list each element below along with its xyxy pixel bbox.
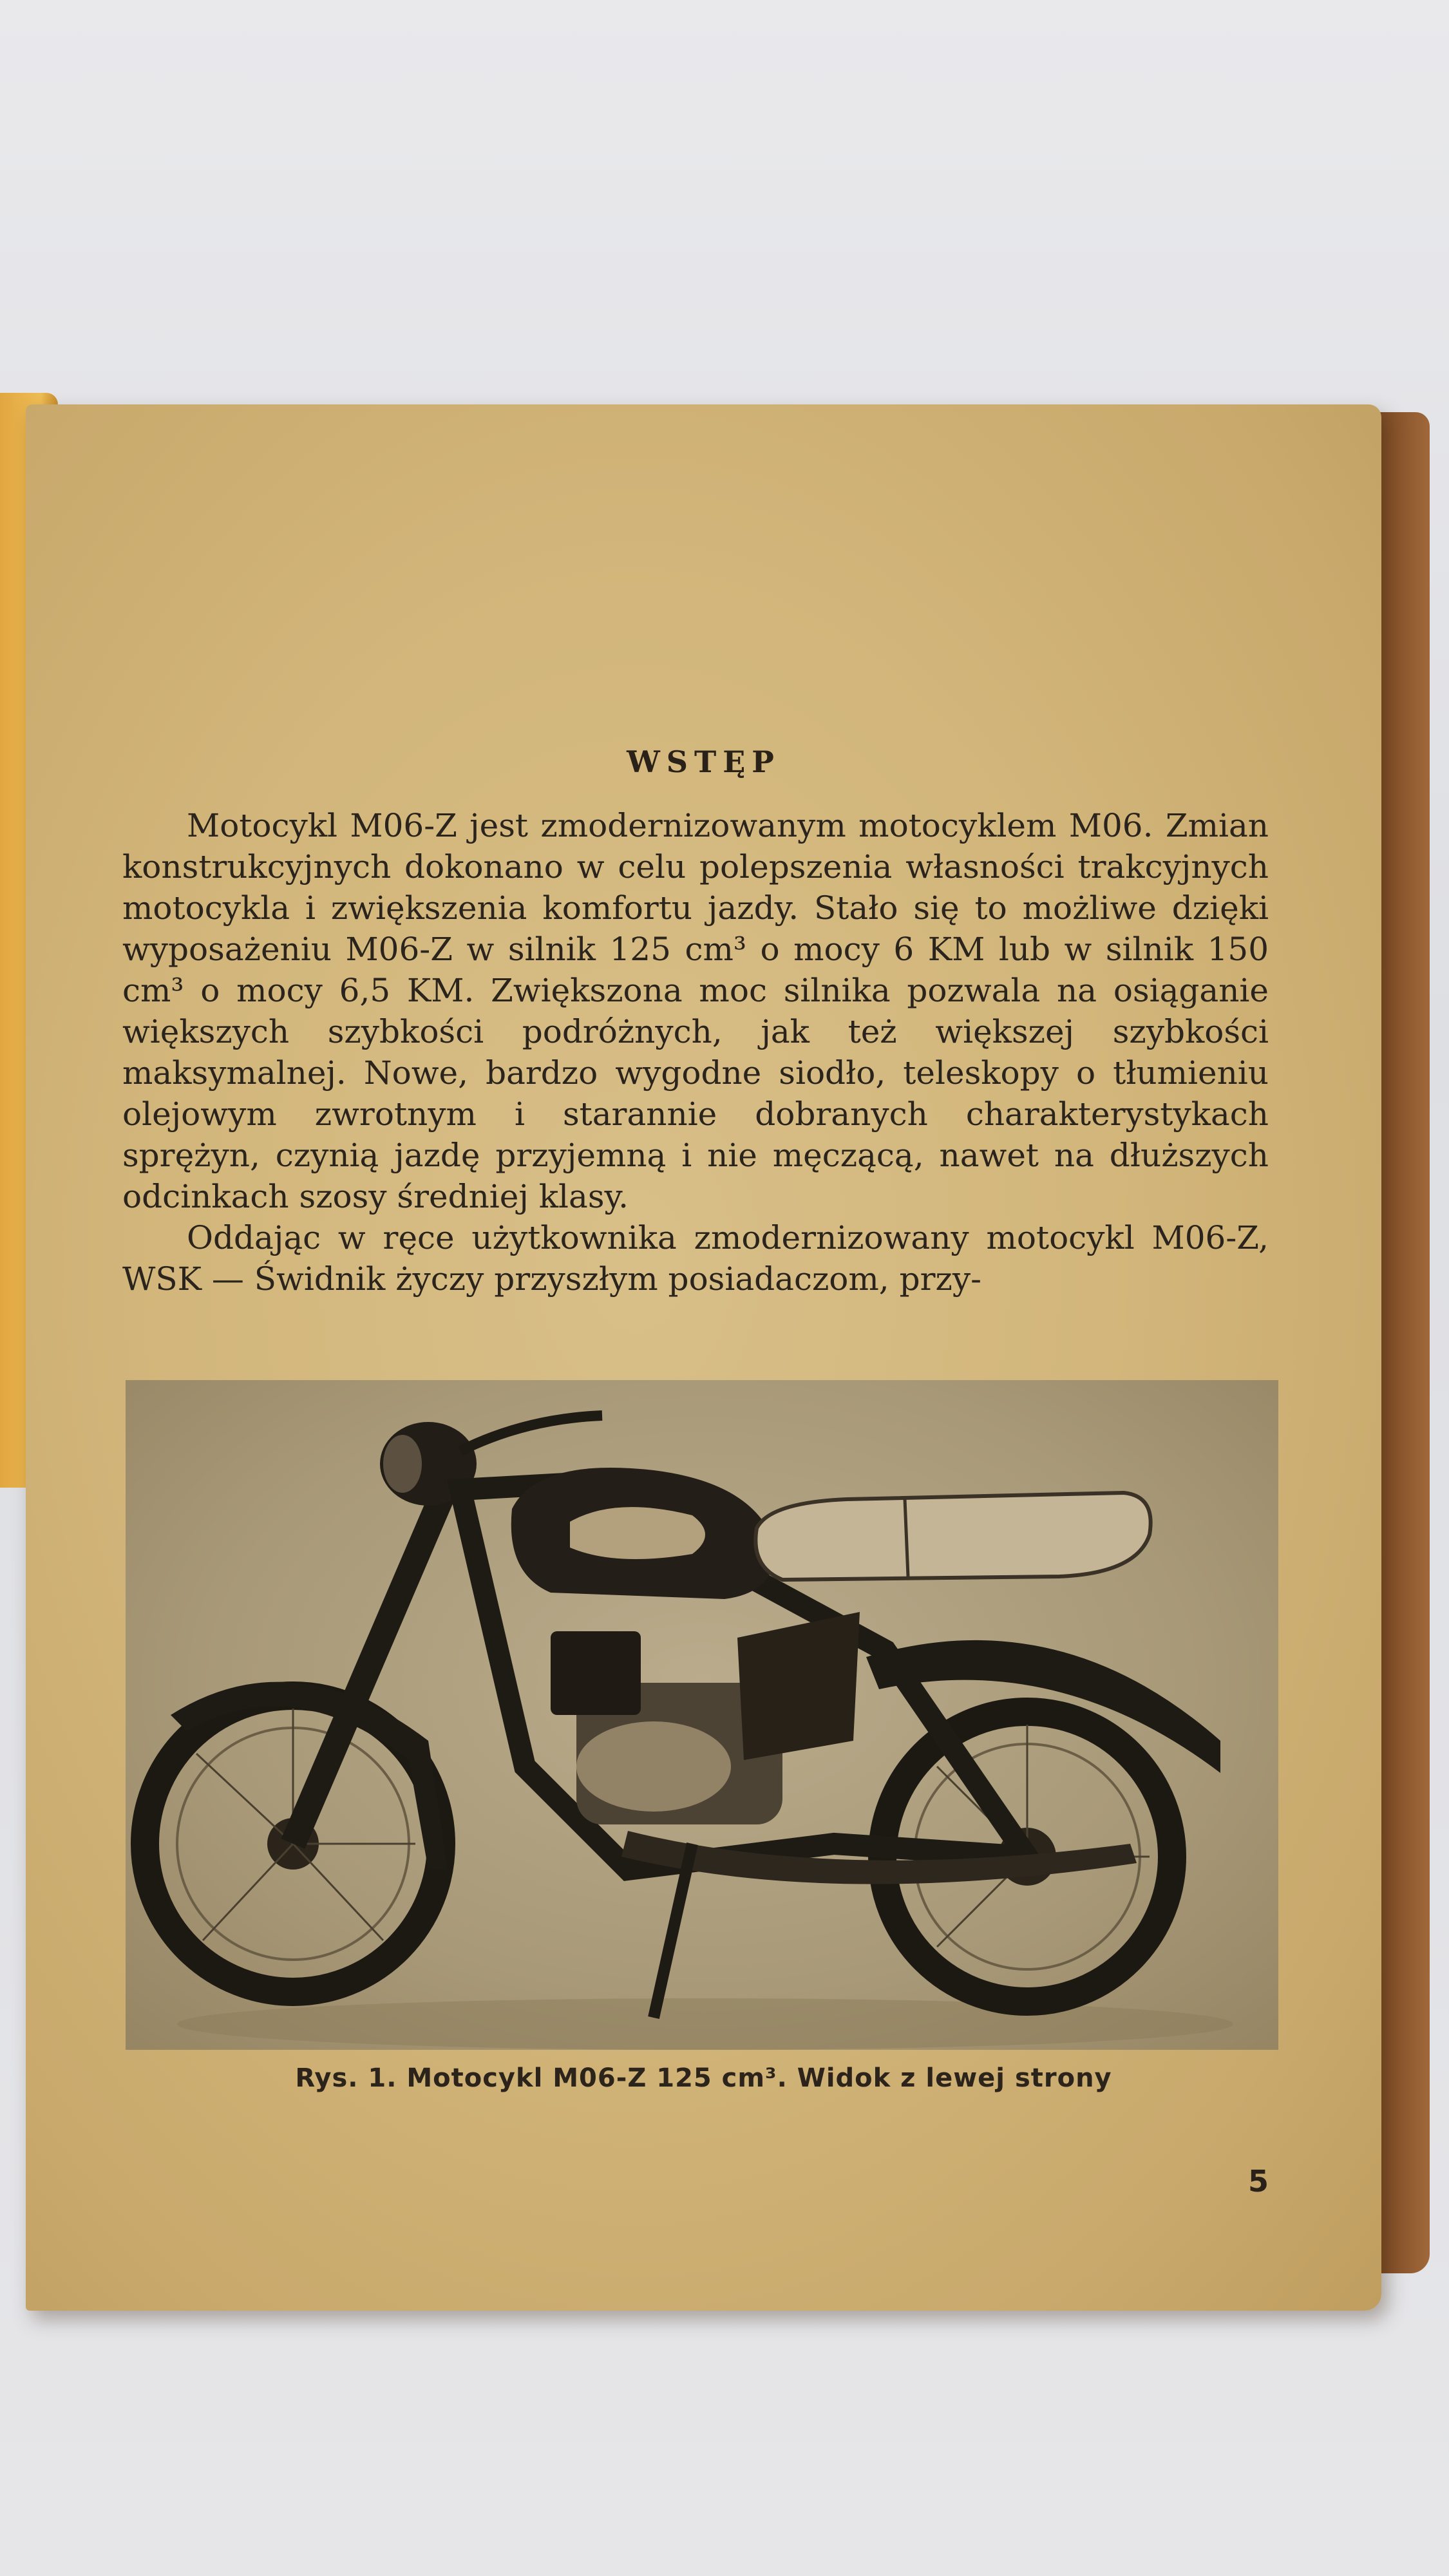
side-cover — [737, 1612, 860, 1760]
figure-caption: Rys. 1. Motocykl M06-Z 125 cm³. Widok z lewej strony — [295, 2063, 1112, 2093]
seat — [755, 1493, 1150, 1580]
motorcycle-illustration — [126, 1380, 1278, 2050]
page-number: 5 — [1248, 2164, 1269, 2199]
motorcycle-photo — [126, 1380, 1278, 2050]
page-heading: WSTĘP — [627, 744, 781, 779]
body-text — [122, 805, 1269, 1300]
book-page — [26, 404, 1381, 2311]
paragraph-2: Oddając w ręce użytkownika zmodernizowany motocykl M06-Z, WSK — Świdnik życzy przyszłym posiadaczom, przy- — [122, 1219, 1269, 1298]
handlebar — [460, 1416, 602, 1451]
paragraph-1: Motocykl M06-Z jest zmodernizowanym motocyklem M06. Zmian konstrukcyjnych dokonano w celu polepszenia własności trakcyjnych motocykla i zwiększenia komfortu jazdy. Stało się to możliwe dzięki wyposażeniu M06-Z w silnik 125 cm³ o mocy 6 KM lub w silnik 150 cm³ o mocy 6,5 KM. Zwiększona moc silnika pozwala na osiąganie większych szybkości podróżnych, jak też większej szybkości maksymalnej. Nowe, bardzo wygodne siodło, teleskopy o tłumieniu olejowym zwrotnym i starannie dobranych charakterystykach sprężyn, czynią jazdę przyjemną i nie męczącą, nawet na dłuższych odcinkach szosy średniej klasy. — [122, 807, 1269, 1215]
